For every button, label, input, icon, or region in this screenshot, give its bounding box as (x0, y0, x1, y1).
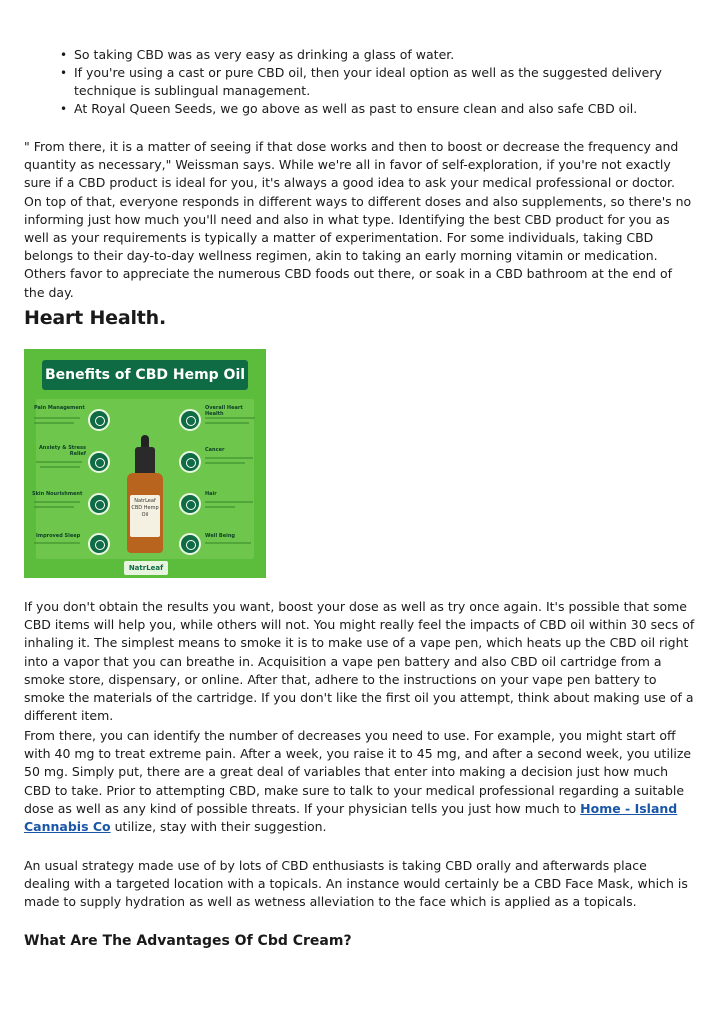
head-icon (88, 451, 110, 473)
bullet-list (60, 46, 700, 118)
bullet-item: • If you're using a cast or pure CBD oil, then your ideal option as well as the suggested delivery technique is sublingual management. (60, 64, 700, 100)
subheading: What Are The Advantages Of Cbd Cream? (24, 933, 352, 949)
hair-icon (179, 493, 201, 515)
paragraph-1: " From there, it is a matter of seeing if that dose works and then to boost or decrease the frequency and quantity as necessary," Weissman says. While we're all in favor of self-exploration, if you're not exactly sure if a CBD product is ideal for you, it's always a good idea to ask your medical professional or doctor. On top of that, everyone responds in different ways to different doses and also supplements, so there's no informing just how much you'll need and also in what type. Identifying the best CBD product for you as well as your requirements is typically a matter of experimentation. For some individuals, taking CBD belongs to their day-to-day wellness regimen, akin to taking an early morning vitamin or medication. Others favor to appreciate the numerous CBD foods out there, or soak in a CBD bathroom at the end of the day. (24, 139, 692, 300)
cbd-infographic-image (24, 349, 266, 578)
infographic-label: Cancer (205, 447, 225, 453)
infographic-label: Overall Heart Health (205, 405, 243, 417)
infographic-label: Improved Sleep (36, 533, 81, 539)
infographic-label: Skin Nourishment (32, 491, 83, 497)
infographic-title: Benefits of CBD Hemp Oil (42, 360, 248, 390)
infographic-label: Anxiety & Stress Relief (38, 445, 86, 457)
person-icon (179, 533, 201, 555)
moon-icon (88, 533, 110, 555)
infographic-label: Hair (205, 491, 217, 497)
paragraph-4: An usual strategy made use of by lots of CBD enthusiasts is taking CBD orally and afterwards place dealing with a targeted location with a topicals. An instance would certainly be a CBD Face Mask, which is made to supply hydration as well as wetness alleviation to the face which is applied as a topicals. (24, 858, 688, 910)
face-icon (88, 493, 110, 515)
section-heading: Heart Health. (24, 307, 167, 329)
infographic-label: Pain Management (34, 405, 85, 411)
heart-icon (179, 409, 201, 431)
paragraph-2: If you don't obtain the results you want, boost your dose as well as try once again. It's possible that some CBD items will help you, while others will not. You might really feel the impacts of CBD oil within 30 secs of inhaling it. The simplest means to smoke it is to make use of a vape pen, which heats up the CBD oil right into a vapor that you can breathe in. Acquisition a vape pen battery and also CBD oil cartridge from a smoke store, dispensary, or online. After that, adhere to the instructions on your vape pen battery to smoke the materials of the cartridge. If you don't like the first oil you attempt, think about making use of a different item. (24, 599, 695, 724)
home-island-cannabis-link[interactable]: Home - Island Cannabis Co (24, 800, 678, 835)
brand-logo: NatrLeaf (124, 561, 168, 575)
paragraph-3: From there, you can identify the number of decreases you need to use. For example, you might start off with 40 mg to treat extreme pain. After a week, you raise it to 45 mg, and after a second week, you utilize 50 mg. Simply put, there are a great deal of variables that enter into making a decision just how much CBD to take. Prior to attempting CBD, make sure to talk to your medical professional regarding a suitable dose as well as any kind of possible threats. If your physician tells you just how much to Home - Island Cannabis Co utilize, stay with their suggestion. (24, 728, 692, 835)
infographic-label: Well Being (205, 533, 235, 539)
bullet-item: • At Royal Queen Seeds, we go above as well as past to ensure clean and also safe CBD oil. (60, 100, 700, 118)
bottle-label: NatrLeaf CBD Hemp Oil (130, 495, 160, 537)
cell-icon (179, 451, 201, 473)
bullet-item: • So taking CBD was as very easy as drinking a glass of water. (60, 46, 700, 64)
stomach-icon (88, 409, 110, 431)
